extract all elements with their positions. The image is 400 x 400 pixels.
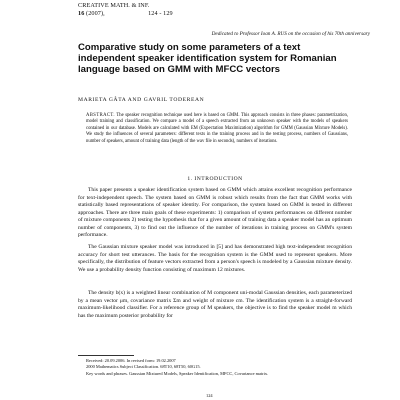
footnote-rule — [78, 355, 134, 356]
footnote: Key words and phrases. Gaussian Mixtured Models, Speaker Identification, MFCC, Covariance matrix. — [86, 370, 269, 376]
authors: MARIETA GÂTA AND GAVRIL TODEREAN — [78, 97, 205, 103]
body-paragraph: This paper presents a speaker identification system based on GMM which attains excellent recognition performance for text-independent speech. The system based on GMM is robust which results from the fact that GMM works with statistically based representations of speaker identity. For comparison, the system based on GMM is tested in different approaches. There are three main goals of these experiments: 1) comparison of system performances on different number of mixture components 2) testing the hypothesis that for a given amount of training data a speaker model has an optimum number of components, 3) to find out the influence of the number of iterations in training process on GMM's system performance. — [78, 187, 352, 238]
journal-volume: 16 — [78, 9, 85, 17]
abstract-text: The speaker recognition technique used here is based on GMM. This approach consists in three phases: parametrization, model training and classification. We compare a model of a speech extracted from an unknown speaker with the models of speakers contained in our database. Models are calculated with EM (Expectation Maximization) algorithm for GMM (Gaussian Mixture Models). We study the influences of several parameters: different texts in the training process and in the testing process, numbers of Gaussians, number of speakers, amount of training data (length of the wav file in seconds), numbers of iterations. — [86, 113, 348, 144]
journal-year: (2007), — [84, 9, 105, 17]
paper-title: Comparative study on some parameters of a text independent speaker identification system for Romanian language based on GMM with MFCC vectors — [78, 42, 337, 76]
body-paragraph: The Gaussian mixture speaker model was introduced in [5] and has demonstrated high text-independent recognition accuracy for short test utterances. The basis for the recognition system is the GMM used to represent speakers. More specifically, the distribution of feature vectors extracted from a person's speech is modeled by a Gaussian mixture density. We use a probability density function consisting of maximum 12 mixtures. — [78, 244, 352, 273]
journal-volume-line — [78, 10, 173, 18]
footnotes — [86, 358, 352, 377]
journal-header — [78, 2, 173, 17]
abstract-label: ABSTRACT. — [86, 113, 115, 118]
section-heading: 1. INTRODUCTION — [187, 176, 243, 182]
page-number: 124 — [206, 393, 213, 398]
abstract — [86, 113, 348, 145]
footnote: 2000 Mathematics Subject Classification. 68T10, 68T50, 60G15. — [86, 364, 201, 370]
journal-name: CREATIVE MATH. & INF. — [78, 2, 150, 9]
body-paragraph: The density b(x) is a weighted linear combination of M component uni-modal Gaussian densities, each parameterized by a mean vector μm, covariance matrix Σm and weight of mixture cm. The identification system is a straight-forward maximum-likelihood classifier. For a reference group of M speakers, the objective is to find the speaker model m which has the maximum posterior probability for — [78, 290, 352, 319]
journal-pages: 124 - 129 — [148, 9, 173, 17]
dedication: Dedicated to Professor Ioan A. RUS on the occasion of his 70th anniversary — [211, 31, 370, 37]
footnote: Received: 20.09.2006. In revised form: 19.02.2007 — [86, 358, 176, 363]
